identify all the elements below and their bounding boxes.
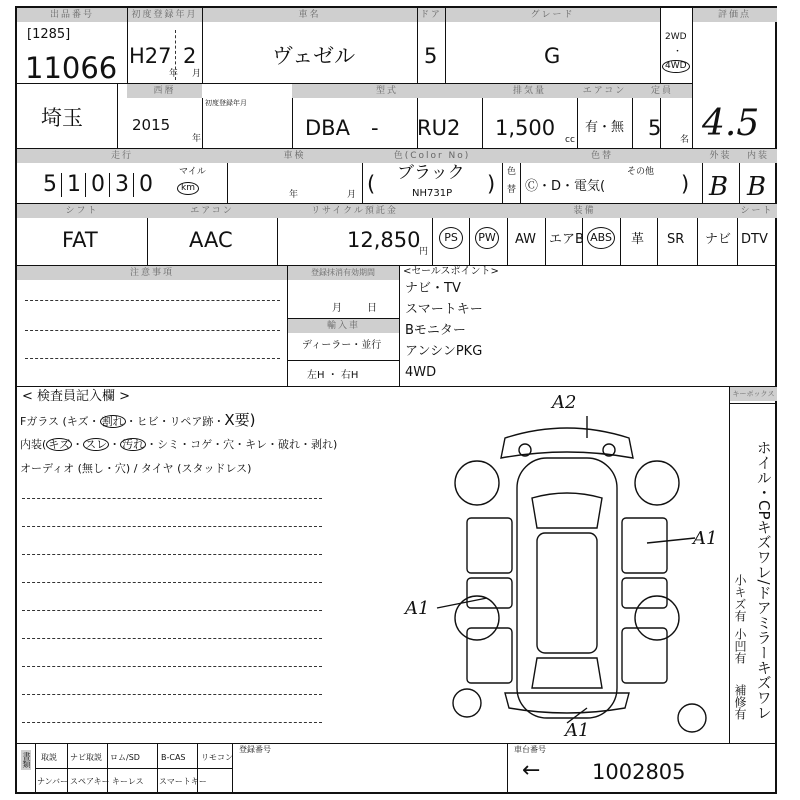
equip-leather: 革 (631, 232, 645, 247)
displacement: 1,500 (495, 116, 556, 140)
equip-airbag: エアB (549, 232, 584, 247)
selling-point-2: スマートキー (405, 302, 483, 317)
header-first-reg: 初度登録年月 (127, 8, 202, 22)
inspection-year-unit: 年 (289, 190, 299, 200)
model-prefix: DBA (305, 116, 350, 140)
inspector-line-1: Fガラス (キズ・ 割れ ・ヒビ・リペア跡・X要) (20, 411, 256, 429)
score-handwritten: 4.5 (702, 103, 760, 144)
prefecture: 埼玉 (41, 106, 83, 130)
reg-number-label: 登録番号 (239, 745, 271, 754)
header-aircon: エアコン (147, 204, 277, 218)
right-panel-title: キーボックス (730, 387, 777, 401)
header-doors: ドア (417, 8, 445, 22)
equip-navi: ナビ (705, 232, 732, 247)
header-equipment: 装備 (432, 204, 737, 218)
interior-grade: B (747, 172, 767, 202)
inspection-month-unit: 月 (347, 190, 357, 200)
color-code: NH731P (412, 188, 453, 199)
color-change-top: 色 (507, 167, 517, 177)
selling-point-4: アンシンPKG (405, 344, 483, 359)
header-color: 色(Color No) (362, 149, 502, 163)
header-notes: 注意事項 (17, 266, 287, 280)
header-color-change: 色替 (502, 149, 702, 163)
lot-number: 11066 (25, 51, 118, 85)
header-score: 評価点 (692, 8, 777, 22)
color-paren-close: ) (487, 172, 496, 196)
header-interior: 内装 (739, 149, 777, 163)
circled-stain: 汚れ (122, 438, 145, 451)
western-year-unit: 年 (192, 134, 202, 144)
frame-number-label: 車台番号 (514, 745, 546, 754)
header-model-name: 車名 (202, 8, 417, 22)
reg-era-year: H27 (129, 44, 172, 68)
header-recycle: リサイクル預託金 (277, 204, 432, 218)
header-exterior: 外装 (702, 149, 739, 163)
auction-sheet: 出品番号 初度登録年月 車名 ドア グレード 評価点 [1285] 11066 H27 2 年 月 ヴェゼル 5 G 2WD ・ 4WD 西暦 型式 排気量 エアコン 定員 埼玉 2015 年 初度登録年月 DBA - RU2 1,500 cc 有・無 5 名 4.5 走行 車検 色(Color No) 色替 外装 内装 5 1 0 3 0 マイル km 年 月 ( ブラック NH731P ) 色 替 Ⓒ・D・電気( その他 ) B B シフト エアコン リサイクル預託金 装備 シート FAT AAC 12,850 円 PS PW AW エアB ABS 革 SR ナビ DTV 注意事項 登録抹消有効期間 <セールスポイント> 月 日 輸入車 ディーラー・並行 左H ・ 右H ナビ・TV スマートキー Bモニター アンシンPKG 4WD < 検査員記入欄 > Fガラス (キズ・ 割れ ・ヒビ・リペア跡・X要) 内装( キズ ・ スレ ・ 汚れ ・シミ・コゲ・穴・キレ・破れ・剥れ) オーディオ (無し・穴) / タイヤ (スタッドレス) A2 A1 A1 A1 キーボックス ホイル・CPキズワレ/ドアミラーキズワレ 小キズ有 小凹有 補修有 書類 取説 ナビ取説 ロム/SD B-CAS リモコン ナンバー スペアキー キーレス スマートキー 登録番号 車台番号 ← 1002805 (15, 6, 777, 794)
header-import: 輸入車 (288, 319, 399, 333)
car-name: ヴェゼル (272, 44, 356, 68)
mark-top: A2 (552, 392, 577, 413)
car-damage-diagram (427, 398, 707, 741)
selling-point-1: ナビ・TV (405, 281, 461, 296)
model-code: RU2 (417, 116, 461, 140)
equip-pw: PW (475, 227, 499, 249)
odometer-digit-1: 5 (39, 173, 62, 197)
drive-4wd: 4WD (662, 60, 690, 73)
seats: 5 (648, 116, 662, 140)
equip-aw: AW (515, 232, 537, 247)
shift-type: FAT (62, 228, 98, 252)
record-day-unit: 日 (367, 303, 377, 314)
header-model: 型式 (292, 84, 482, 98)
right-panel-note-1: 小キズ有 (733, 574, 747, 622)
doc-keyless: キーレス (112, 777, 144, 786)
lot-sub-number: [1285] (27, 27, 71, 42)
reg-month: 2 (183, 44, 197, 68)
reg-note: 初度登録年月 (205, 99, 247, 107)
recycle-fee: 12,850 (347, 228, 421, 252)
doc-manual: 取説 (41, 753, 57, 762)
header-lot: 出品番号 (17, 8, 127, 22)
circled-rub: スレ (85, 438, 108, 451)
header-displacement: 排気量 (482, 84, 577, 98)
inspector-line-2: 内装( キズ ・ スレ ・ 汚れ ・シミ・コゲ・穴・キレ・破れ・剥れ) (20, 438, 338, 451)
reg-month-unit: 月 (192, 69, 202, 79)
drive-2wd: 2WD (665, 32, 687, 42)
equip-ps: PS (439, 227, 463, 249)
header-seats: 定員 (632, 84, 692, 98)
doc-remote: リモコン (201, 753, 233, 762)
right-panel-note-2: 小凹有 (733, 628, 747, 664)
equip-dtv: DTV (741, 232, 768, 247)
inspector-line-3: オーディオ (無し・穴) / タイヤ (スタッドレス) (20, 462, 252, 475)
handle-side: 左H ・ 右H (307, 370, 359, 381)
inspector-title: < 検査員記入欄 > (22, 389, 131, 404)
seats-unit: 名 (680, 135, 690, 145)
import-value: ディーラー・並行 (302, 340, 382, 351)
recycle-fee-unit: 円 (419, 247, 429, 257)
color-options: Ⓒ・D・電気( (525, 179, 606, 194)
header-seatbelt: シート (737, 204, 777, 218)
odometer-digit-2: 1 (63, 173, 86, 197)
doc-spare-key: スペアキー (70, 777, 110, 786)
circled-crack: 割れ (101, 415, 124, 428)
mark-left: A1 (405, 598, 430, 619)
header-ac: エアコン (577, 84, 632, 98)
western-year: 2015 (132, 116, 171, 134)
aircon-type: AAC (189, 228, 233, 252)
header-year: 西暦 (127, 84, 202, 98)
ac-option: 有・無 (585, 120, 625, 135)
doc-number-plate: ナンバー (37, 777, 69, 786)
selling-point-5: 4WD (405, 365, 437, 380)
mark-bottom: A1 (565, 720, 590, 741)
odometer-digit-5: 0 (139, 172, 153, 197)
color-other-label: その他 (627, 167, 655, 177)
odometer-digit-3: 0 (87, 173, 110, 197)
color-paren-open: ( (367, 172, 376, 196)
exterior-grade: B (709, 172, 729, 202)
odometer-unit-km: km (177, 182, 199, 195)
circled-scratch: キズ (48, 438, 71, 451)
frame-number: 1002805 (592, 760, 686, 784)
header-inspection: 車検 (227, 149, 362, 163)
header-odometer: 走行 (17, 149, 227, 163)
header-grade: グレード (445, 8, 660, 22)
right-panel-main: ホイル・CPキズワレ/ドアミラーキズワレ (754, 440, 773, 720)
color-change-bottom: 替 (507, 185, 517, 195)
displacement-unit: cc (565, 135, 575, 145)
odometer-digit-4: 3 (111, 173, 134, 197)
color-name: ブラック (397, 163, 465, 183)
frame-arrow: ← (522, 758, 541, 783)
equip-sunroof: SR (667, 232, 685, 247)
selling-point-3: Bモニター (405, 323, 466, 338)
selling-points-title: <セールスポイント> (403, 266, 499, 277)
right-panel-note-3: 補修有 (733, 684, 747, 720)
model-dash: - (371, 116, 379, 140)
doc-bcas: B-CAS (161, 753, 186, 762)
odometer-unit-mile: マイル (179, 167, 206, 177)
car-grade: G (544, 44, 561, 68)
car-doors: 5 (424, 44, 438, 68)
mark-right: A1 (693, 528, 718, 549)
header-record: 登録抹消有効期間 (287, 266, 399, 280)
color-options-close: ) (681, 172, 690, 196)
record-month-unit: 月 (332, 303, 342, 314)
equip-abs: ABS (587, 227, 615, 249)
doc-navi-manual: ナビ取説 (70, 753, 102, 762)
doc-rom-sd: ロム/SD (110, 753, 140, 762)
reg-year-unit: 年 (169, 69, 179, 79)
footer-doc-label: 書類 (22, 752, 31, 768)
doc-smart-key: スマートキー (159, 777, 207, 786)
header-shift: シフト (17, 204, 147, 218)
